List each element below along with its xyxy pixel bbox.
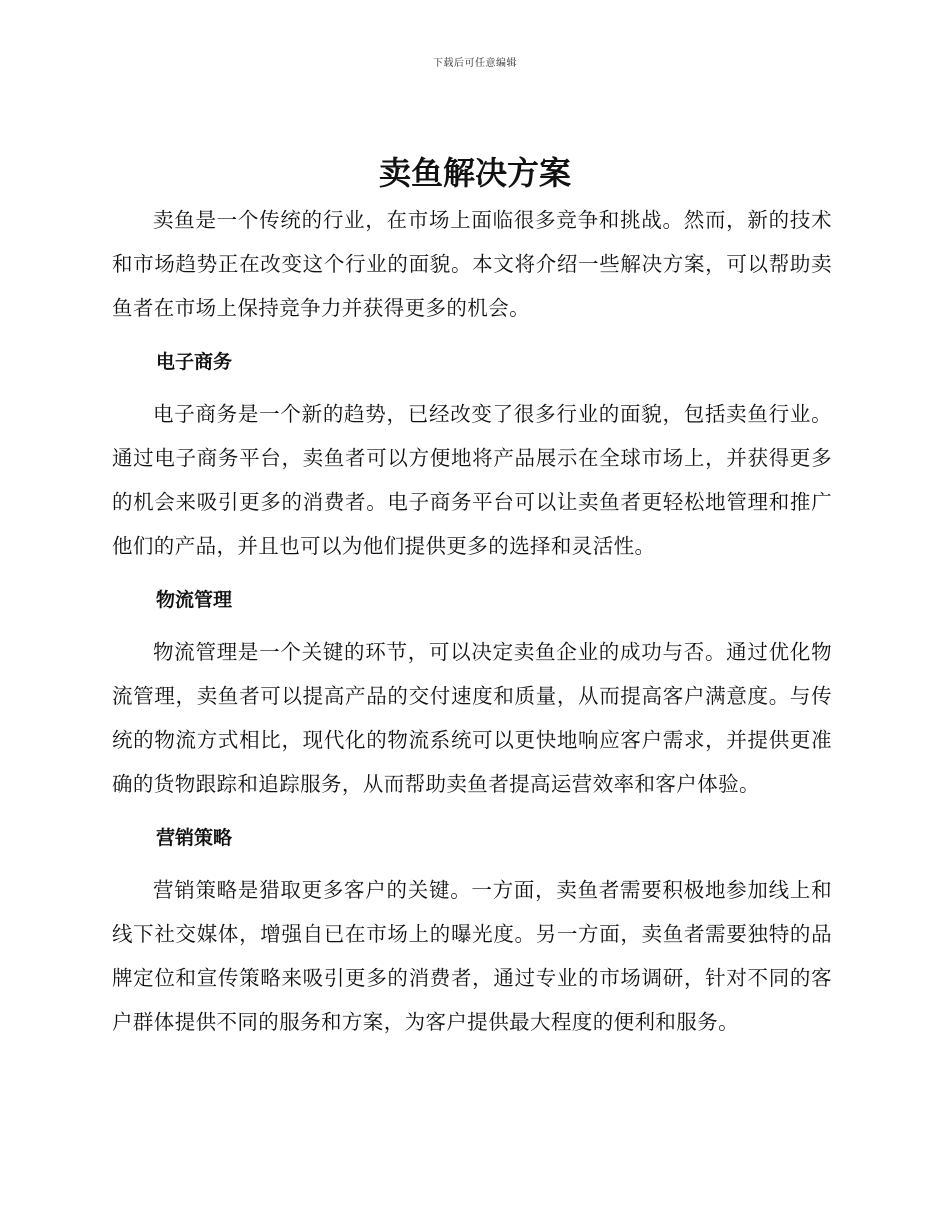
section-heading-marketing: 营销策略 <box>156 827 233 849</box>
section-body-ecommerce: 电子商务是一个新的趋势，已经改变了很多行业的面貌，包括卖鱼行业。通过电子商务平台，卖鱼者可以方便地将产品展示在全球市场上，并获得更多的机会来吸引更多的消费者。电子商务平台可以让卖鱼者更轻松地管理和推广他们的产品，并且也可以为他们提供更多的选择和灵活性。 <box>112 402 832 558</box>
document-body <box>112 198 832 1044</box>
document-title: 卖鱼解决方案 <box>378 154 571 192</box>
section-body-marketing: 营销策略是猎取更多客户的关键。一方面，卖鱼者需要积极地参加线上和线下社交媒体，增强自已在市场上的曝光度。另一方面，卖鱼者需要独特的品牌定位和宣传策略来吸引更多的消费者，通过专业的市场调研，针对不同的客户群体提供不同的服务和方案，为客户提供最大程度的便利和服务。 <box>112 878 832 1034</box>
section-body-logistics: 物流管理是一个关键的环节，可以决定卖鱼企业的成功与否。通过优化物流管理，卖鱼者可以提高产品的交付速度和质量，从而提高客户满意度。与传统的物流方式相比，现代化的物流系统可以更快地响应客户需求，并提供更准确的货物跟踪和追踪服务，从而帮助卖鱼者提高运营效率和客户体验。 <box>112 640 832 796</box>
section-heading-logistics: 物流管理 <box>156 589 233 611</box>
intro-paragraph: 卖鱼是一个传统的行业，在市场上面临很多竞争和挑战。然而，新的技术和市场趋势正在改变这个行业的面貌。本文将介绍一些解决方案，可以帮助卖鱼者在市场上保持竞争力并获得更多的机会。 <box>112 208 832 320</box>
section-heading-ecommerce: 电子商务 <box>156 351 233 373</box>
header-note: 下载后可任意编辑 <box>433 58 517 69</box>
